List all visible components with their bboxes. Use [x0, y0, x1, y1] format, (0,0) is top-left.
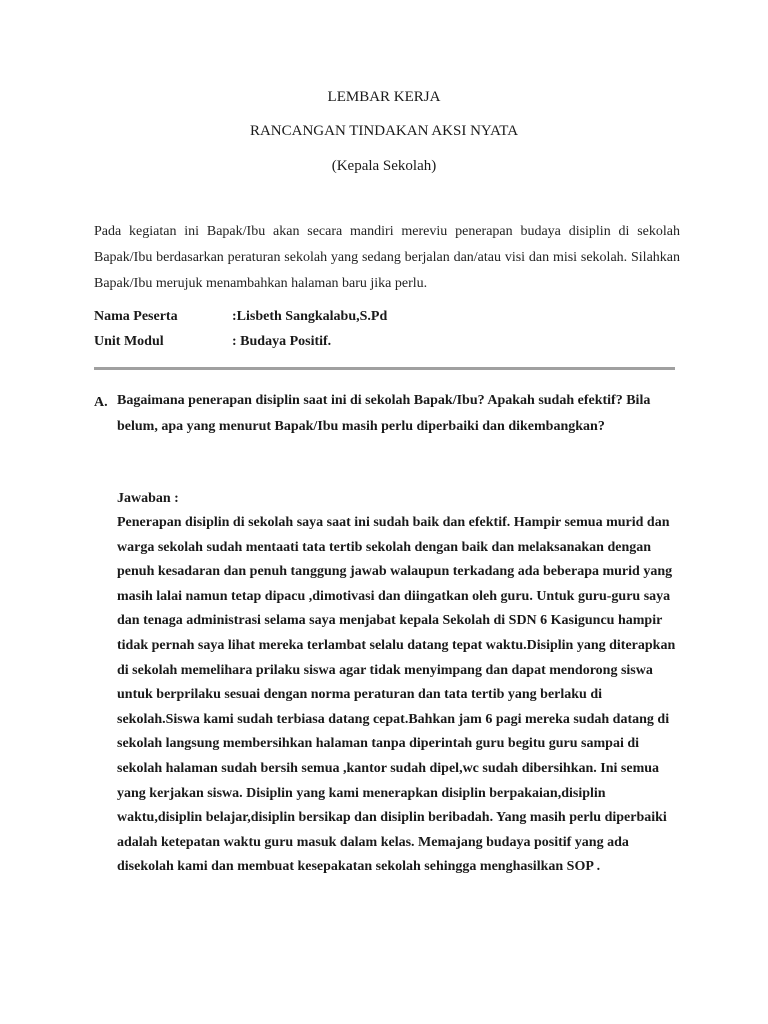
- participant-name-value: :Lisbeth Sangkalabu,S.Pd: [232, 309, 388, 324]
- document-role: (Kepala Sekolah): [331, 158, 437, 174]
- question-marker: A.: [94, 395, 108, 410]
- section-divider: [94, 367, 675, 370]
- unit-module-value: : Budaya Positif.: [232, 334, 332, 349]
- document-subtitle: RANCANGAN TINDAKAN AKSI NYATA: [249, 123, 519, 139]
- answer-label: Jawaban :: [117, 491, 179, 506]
- answer-text: Penerapan disiplin di sekolah saya saat ini sudah baik dan efektif. Hampir semua murid dan warga sekolah sudah mentaati tata tertib sekolah dengan baik dan melaksanakan dengan penuh kesadaran dan penuh tanggung jawab walaupun terkadang ada beberapa murid yang masih lalai namun tetap dipacu ,dimotivasi dan diingatkan oleh guru. Untuk guru-guru saya dan tenaga administrasi selama saya menjabat kepala Sekolah di SDN 6 Kasiguncu hampir tidak pernah saya lihat mereka terlambat selalu datang tepat waktu.Disiplin yang diterapkan di sekolah memelihara prilaku siswa agar tidak menyimpang dan dapat mendorong siswa untuk berprilaku sesuai dengan norma peraturan dan tata tertib yang berlaku di sekolah.Siswa kami sudah terbiasa datang cepat.Bahkan jam 6 pagi mereka sudah datang di sekolah langsung membersihkan halaman tanpa diperintah guru begitu guru sampai di sekolah halaman sudah bersih semua ,kantor sudah dipel,wc sudah dibersihkan. Ini semua yang kerjakan siswa. Disiplin yang kami menerapkan disiplin berpakaian,disiplin waktu,disiplin belajar,disiplin bersikap dan disiplin beribadah. Yang masih perlu diperbaiki adalah ketepatan waktu guru masuk dalam kelas. Memajang budaya positif yang ada disekolah kami dan membuat kesepakatan sekolah sehingga menghasilkan SOP .: [117, 515, 676, 875]
- document-title: LEMBAR KERJA: [327, 89, 441, 105]
- participant-name-label: Nama Peserta: [94, 309, 178, 324]
- unit-module-label: Unit Modul: [94, 334, 164, 349]
- intro-paragraph: Pada kegiatan ini Bapak/Ibu akan secara mandiri mereviu penerapan budaya disiplin di sekolah Bapak/Ibu berdasarkan peraturan sekolah yang sedang berjalan dan/atau visi dan misi sekolah. Silahkan Bapak/Ibu merujuk menambahkan halaman baru jika perlu.: [94, 224, 680, 291]
- question-text: Bagaimana penerapan disiplin saat ini di sekolah Bapak/Ibu? Apakah sudah efektif? Bila belum, apa yang menurut Bapak/Ibu masih perlu diperbaiki dan dikembangkan?: [117, 393, 651, 434]
